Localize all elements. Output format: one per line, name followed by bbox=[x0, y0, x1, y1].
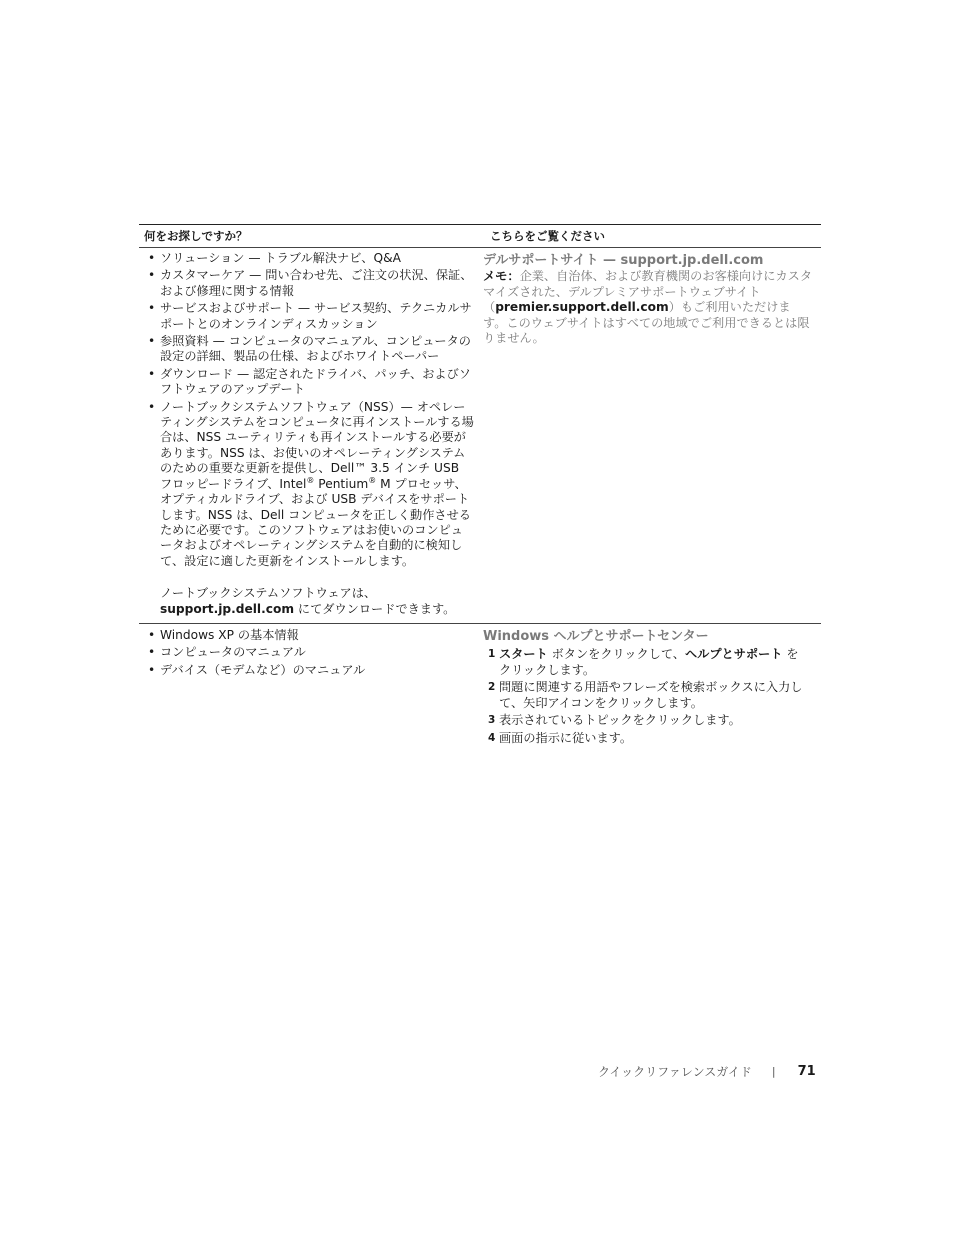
guide-title: クイックリファレンスガイド bbox=[598, 1065, 752, 1079]
list-item: • ダウンロード — 認定されたドライバ、パッチ、およびソフトウェアのアップデート bbox=[143, 367, 479, 398]
nss-download-paragraph bbox=[143, 586, 479, 617]
step-text: 問題に関連する用語やフレーズを検索ボックスに入力して、矢印アイコンをクリックします。 bbox=[499, 680, 803, 710]
list-item: • カスタマーケア — 問い合わせ先、ご注文の状況、保証、および修理に関する情報 bbox=[143, 268, 479, 299]
header-where: こちらをご覧ください bbox=[490, 229, 605, 243]
row2-right-cell bbox=[479, 624, 819, 755]
step-item bbox=[483, 680, 819, 711]
list-item-nss bbox=[143, 400, 479, 569]
table-row bbox=[139, 624, 821, 755]
step-text: ボタンをクリックして、 bbox=[547, 646, 685, 661]
premier-link[interactable]: premier.support.dell.com bbox=[495, 300, 669, 315]
start-label: スタート bbox=[499, 646, 548, 661]
registered-mark: ® bbox=[306, 475, 315, 485]
reference-table bbox=[139, 224, 821, 755]
nss-text-b: Pentium bbox=[314, 476, 369, 491]
footer-separator: | bbox=[771, 1065, 776, 1078]
step-item bbox=[483, 647, 819, 678]
header-what: 何をお探しですか？ bbox=[144, 229, 248, 243]
nss-text-c: M プロセッサ、オプティカルドライブ、および USB デバイスをサポートします。NSS は、Dell コンピュータを正しく動作させるために必要です。このソフトウェアはお使いのコンピュータおよびオペレーティングシステムを自動的に検知して、設定に適した更新をインストールします。 bbox=[160, 476, 471, 568]
row1-left-cell bbox=[139, 248, 479, 623]
step-text: 画面の指示に従います。 bbox=[499, 730, 633, 745]
list-item: • デバイス（モデムなど）のマニュアル bbox=[143, 663, 479, 678]
step-number: 4 bbox=[488, 731, 496, 744]
row2-bullet-list bbox=[143, 628, 479, 678]
table-header bbox=[139, 225, 821, 247]
step-text: をクリックします。 bbox=[499, 646, 799, 677]
list-item: • 参照資料 — コンピュータのマニュアル、コンピュータの設定の詳細、製品の仕様、およびホワイトペーパー bbox=[143, 334, 479, 365]
download-link[interactable]: support.jp.dell.com bbox=[160, 601, 295, 616]
nss-text-a: ノートブックシステムソフトウェア（NSS）— オペレーティングシステムをコンピュータに再インストールする場合は、NSS ユーティリティも再インストールする必要があります。NSS は、お使いのオペレーティングシステムのための重要な更新を提供し、Dell™ 3.5 インチ USB フロッピードライブ、Intel bbox=[160, 399, 474, 491]
step-number: 3 bbox=[488, 714, 496, 727]
list-item: • ソリューション — トラブル解決ナビ、Q&A bbox=[143, 251, 479, 266]
windows-help-title: Windows ヘルプとサポートセンター bbox=[483, 628, 709, 644]
step-item bbox=[483, 731, 819, 747]
list-item: • コンピュータのマニュアル bbox=[143, 645, 479, 660]
note-text-1: 企業、自治体、および教育機関のお客様向けにカスタマイズされた、デルプレミアサポートウェブサイト（ bbox=[483, 269, 813, 315]
row1-right-cell bbox=[479, 248, 819, 623]
row2-left-cell bbox=[139, 624, 479, 755]
note-text-2: ）もご利用いただけます。このウェブサイトはすべての地域でご利用できるとは限りません。 bbox=[483, 300, 810, 346]
help-support-label: ヘルプとサポート bbox=[684, 646, 783, 661]
dell-support-title: デルサポートサイト — support.jp.dell.com bbox=[483, 253, 764, 268]
list-item: • サービスおよびサポート — サービス契約、テクニカルサポートとのオンラインディスカッション bbox=[143, 301, 479, 332]
step-number: 2 bbox=[488, 681, 496, 694]
list-item: • Windows XP の基本情報 bbox=[143, 628, 479, 643]
download-text: ノートブックシステムソフトウェアは、 bbox=[160, 586, 377, 601]
step-text: 表示されているトピックをクリックします。 bbox=[499, 713, 741, 728]
help-steps bbox=[483, 647, 819, 747]
step-number: 1 bbox=[488, 647, 496, 660]
step-item bbox=[483, 713, 819, 729]
premier-note bbox=[483, 269, 819, 347]
page-number: 71 bbox=[797, 1064, 816, 1079]
download-suffix: にてダウンロードできます。 bbox=[294, 601, 456, 616]
page-footer bbox=[598, 1063, 816, 1080]
table-row bbox=[139, 248, 821, 623]
note-label: メモ： bbox=[483, 269, 520, 283]
registered-mark: ® bbox=[368, 475, 377, 485]
row1-bullet-list bbox=[143, 251, 479, 569]
